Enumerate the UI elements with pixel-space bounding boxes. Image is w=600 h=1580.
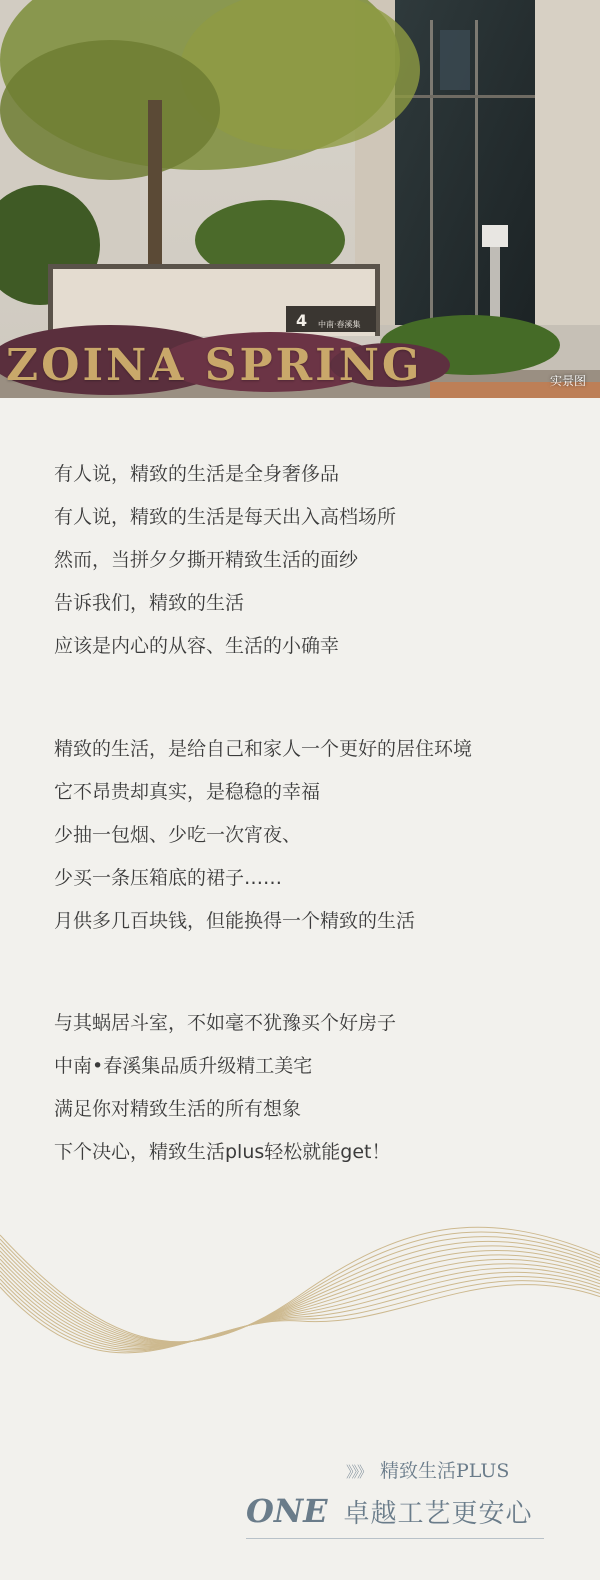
wave-line <box>0 1227 600 1341</box>
main-heading-label: 卓越工艺更安心 <box>343 1499 533 1529</box>
sign-number: 4 <box>296 311 308 330</box>
text-line: 有人说，精致的生活是每天出入高档场所 <box>54 506 397 528</box>
hero-photo <box>0 0 600 398</box>
building-entrance-illustration <box>0 0 600 398</box>
wave-line <box>0 1241 600 1342</box>
sign-text: 中南·春溪集 <box>318 320 361 329</box>
text-line: 少抽一包烟、少吃一次宵夜、 <box>54 824 302 846</box>
text-line: 下个决心，精致生活plus轻松就能get！ <box>54 1141 391 1163</box>
text-line: 应该是内心的从容、生活的小确幸 <box>54 635 340 657</box>
section-number-word: ONE <box>246 1492 328 1530</box>
main-heading <box>246 1492 533 1530</box>
text-line: 然而，当拼夕夕撕开精致生活的面纱 <box>54 549 359 571</box>
text-line: 它不昂贵却真实，是稳稳的幸福 <box>54 781 321 803</box>
wave-line <box>0 1268 600 1347</box>
text-line: 中南•春溪集品质升级精工美宅 <box>54 1055 313 1077</box>
text-line: 精致的生活，是给自己和家人一个更好的居住环境 <box>54 738 473 760</box>
chevron-right-icon: 》》》 <box>346 1463 371 1481</box>
text-line: 告诉我们，精致的生活 <box>54 592 245 614</box>
decorative-wave-lines <box>0 1215 600 1415</box>
hero-title: ZOINA SPRING <box>6 340 423 391</box>
paragraph-2 <box>54 728 472 943</box>
text-line: 少买一条压箱底的裙子…… <box>54 867 283 889</box>
photo-tag: 实景图 <box>549 374 586 388</box>
wave-line <box>0 1232 600 1342</box>
paragraph-1 <box>54 453 396 668</box>
text-line: 月供多几百块钱，但能换得一个精致的生活 <box>54 910 416 932</box>
text-line: 满足你对精致生活的所有想象 <box>54 1098 302 1120</box>
paragraph-3 <box>54 1002 396 1174</box>
text-line: 有人说，精致的生活是全身奢侈品 <box>54 463 340 485</box>
divider <box>246 1538 544 1539</box>
section-heading <box>246 1452 546 1548</box>
text-line: 与其蜗居斗室，不如毫不犹豫买个好房子 <box>54 1012 397 1034</box>
subheading <box>346 1456 509 1483</box>
subheading-label: 精致生活PLUS <box>380 1460 510 1482</box>
